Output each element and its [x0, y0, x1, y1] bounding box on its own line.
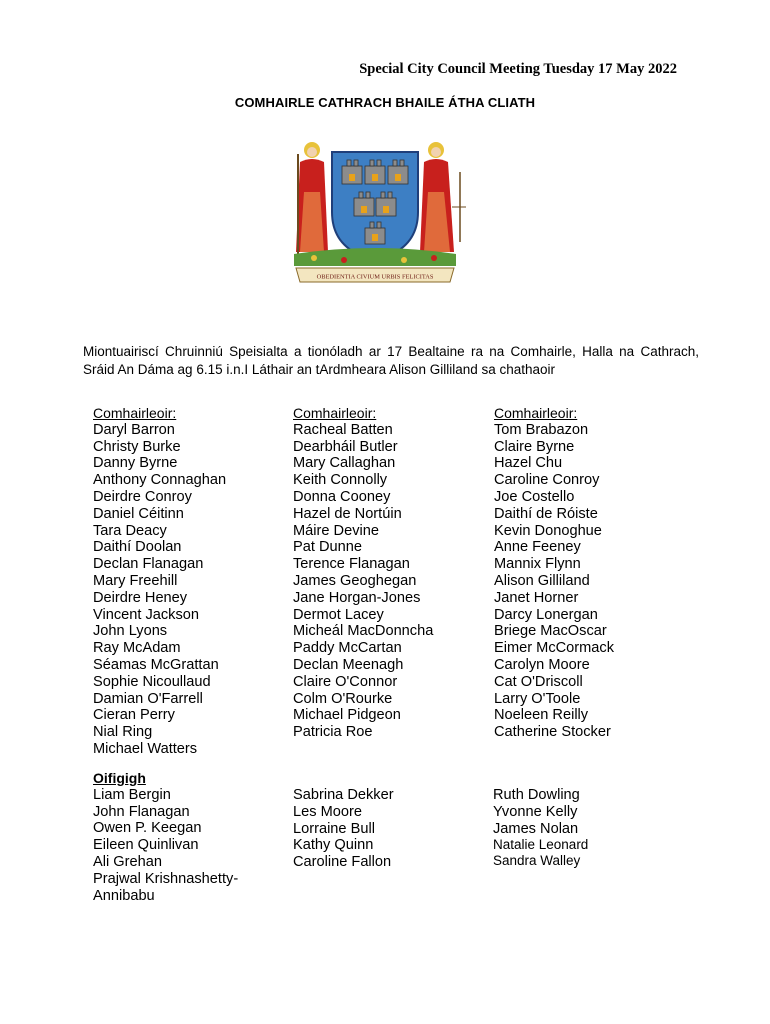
list-item: Kathy Quinn	[293, 837, 374, 854]
list-item: Donna Cooney	[293, 488, 391, 505]
list-item: Tom Brabazon	[494, 421, 589, 438]
list-item: Caroline Conroy	[494, 472, 600, 489]
list-item: Deirdre Heney	[93, 589, 188, 606]
list-item: Liam Bergin	[93, 786, 171, 803]
list-item: Eimer McCormack	[494, 640, 614, 657]
left-supporter-figure	[296, 142, 328, 260]
list-item: James Nolan	[493, 820, 579, 837]
list-item: Janet Horner	[494, 589, 579, 606]
officials-column-3	[493, 787, 588, 869]
list-item: Claire Byrne	[494, 438, 575, 455]
list-item: Vincent Jackson	[93, 606, 200, 623]
list-item: Declan Flanagan	[93, 556, 204, 573]
list-item: Micheál MacDonncha	[293, 623, 434, 640]
list-item: Ali Grehan	[93, 853, 162, 870]
councillor-column-1	[93, 405, 226, 758]
officials-column-1	[93, 770, 238, 904]
list-item: John Lyons	[93, 623, 168, 640]
list-item: Catherine Stocker	[494, 724, 611, 741]
list-item: James Geoghegan	[293, 572, 417, 589]
list-item: Michael Pidgeon	[293, 707, 401, 724]
column-heading: Comhairleoir:	[293, 405, 377, 421]
list-item: Yvonne Kelly	[493, 803, 578, 820]
councillor-column-3	[494, 405, 614, 741]
list-item: Daithí de Róiste	[494, 505, 598, 522]
list-item: Briege MacOscar	[494, 623, 607, 640]
list-item: Les Moore	[293, 803, 362, 820]
right-supporter-figure	[420, 142, 466, 252]
crest-motto: OBEDIENTIA CIVIUM URBIS FELICITAS	[316, 273, 434, 281]
list-item: John Flanagan	[93, 803, 190, 820]
list-item: Jane Horgan-Jones	[293, 589, 421, 606]
list-item: Ruth Dowling	[493, 787, 580, 803]
list-item: Hazel de Nortúin	[293, 505, 402, 522]
list-item: Prajwal Krishnashetty-	[93, 870, 239, 887]
list-item: Keith Connolly	[293, 472, 388, 489]
list-item: Mary Freehill	[93, 572, 178, 589]
list-item: Damian O'Farrell	[93, 690, 203, 707]
list-item: Racheal Batten	[293, 421, 393, 438]
list-item: Hazel Chu	[494, 455, 563, 472]
list-item: Terence Flanagan	[293, 556, 410, 573]
list-item: Lorraine Bull	[293, 820, 375, 837]
column-heading: Comhairleoir:	[93, 405, 177, 421]
list-item: Natalie Leonard	[493, 837, 589, 853]
list-item: Anthony Connaghan	[93, 472, 227, 489]
dublin-coat-of-arms	[284, 132, 466, 287]
list-item: Larry O'Toole	[494, 690, 581, 707]
list-item: Sabrina Dekker	[293, 787, 394, 803]
list-item: Patricia Roe	[293, 724, 373, 741]
officials-heading: Oifigigh	[93, 770, 146, 786]
list-item: Darcy Lonergan	[494, 606, 598, 623]
list-item: Tara Deacy	[93, 522, 167, 539]
list-item: Mary Callaghan	[293, 455, 396, 472]
list-item: Noeleen Reilly	[494, 707, 589, 724]
officials-column-2	[293, 787, 394, 871]
councillor-column-2	[293, 405, 433, 741]
list-item: Paddy McCartan	[293, 640, 402, 657]
list-item: Michael Watters	[93, 740, 198, 757]
list-item: Claire O'Connor	[293, 673, 398, 690]
council-name: COMHAIRLE CATHRACH BHAILE ÁTHA CLIATH	[234, 95, 536, 110]
meeting-title: Special City Council Meeting Tuesday 17 May 2022	[359, 61, 677, 77]
list-item: Anne Feeney	[494, 539, 581, 556]
list-item: Sophie Nicoullaud	[93, 673, 211, 690]
list-item: Alison Gilliland	[494, 572, 590, 589]
list-item: Cieran Perry	[93, 707, 175, 724]
list-item: Cat O'Driscoll	[494, 673, 583, 690]
list-item: Daniel Céitinn	[93, 505, 184, 522]
list-item: Nial Ring	[93, 724, 153, 741]
list-item: Christy Burke	[93, 438, 181, 455]
list-item: Declan Meenagh	[293, 656, 404, 673]
list-item: Ray McAdam	[93, 640, 181, 657]
list-item: Pat Dunne	[293, 539, 362, 556]
list-item: Eileen Quinlivan	[93, 837, 199, 854]
list-item: Sandra Walley	[493, 853, 581, 869]
list-item: Daithí Doolan	[93, 539, 182, 556]
list-item: Mannix Flynn	[494, 556, 581, 573]
list-item: Owen P. Keegan	[93, 820, 202, 837]
list-item: Kevin Donoghue	[494, 522, 602, 539]
list-item: Dermot Lacey	[293, 606, 384, 623]
list-item: Séamas McGrattan	[93, 656, 219, 673]
list-item: Joe Costello	[494, 488, 575, 505]
list-item: Máire Devine	[293, 522, 379, 539]
list-item: Annibabu	[93, 887, 155, 904]
list-item: Deirdre Conroy	[93, 488, 192, 505]
list-item: Danny Byrne	[93, 455, 178, 472]
column-heading: Comhairleoir:	[494, 405, 578, 421]
list-item: Daryl Barron	[93, 421, 175, 438]
list-item: Caroline Fallon	[293, 854, 392, 871]
list-item: Carolyn Moore	[494, 656, 590, 673]
list-item: Colm O'Rourke	[293, 690, 393, 707]
meeting-intro: Miontuairiscí Chruinniú Speisialta a tionóladh ar 17 Bealtaine ra na Comhairle, Halla na Cathrach, Sráid An Dáma ag 6.15 i.n.I Láthair an tArdmheara Alison Gilliland sa chathaoir	[83, 344, 699, 377]
list-item: Dearbháil Butler	[293, 438, 398, 455]
